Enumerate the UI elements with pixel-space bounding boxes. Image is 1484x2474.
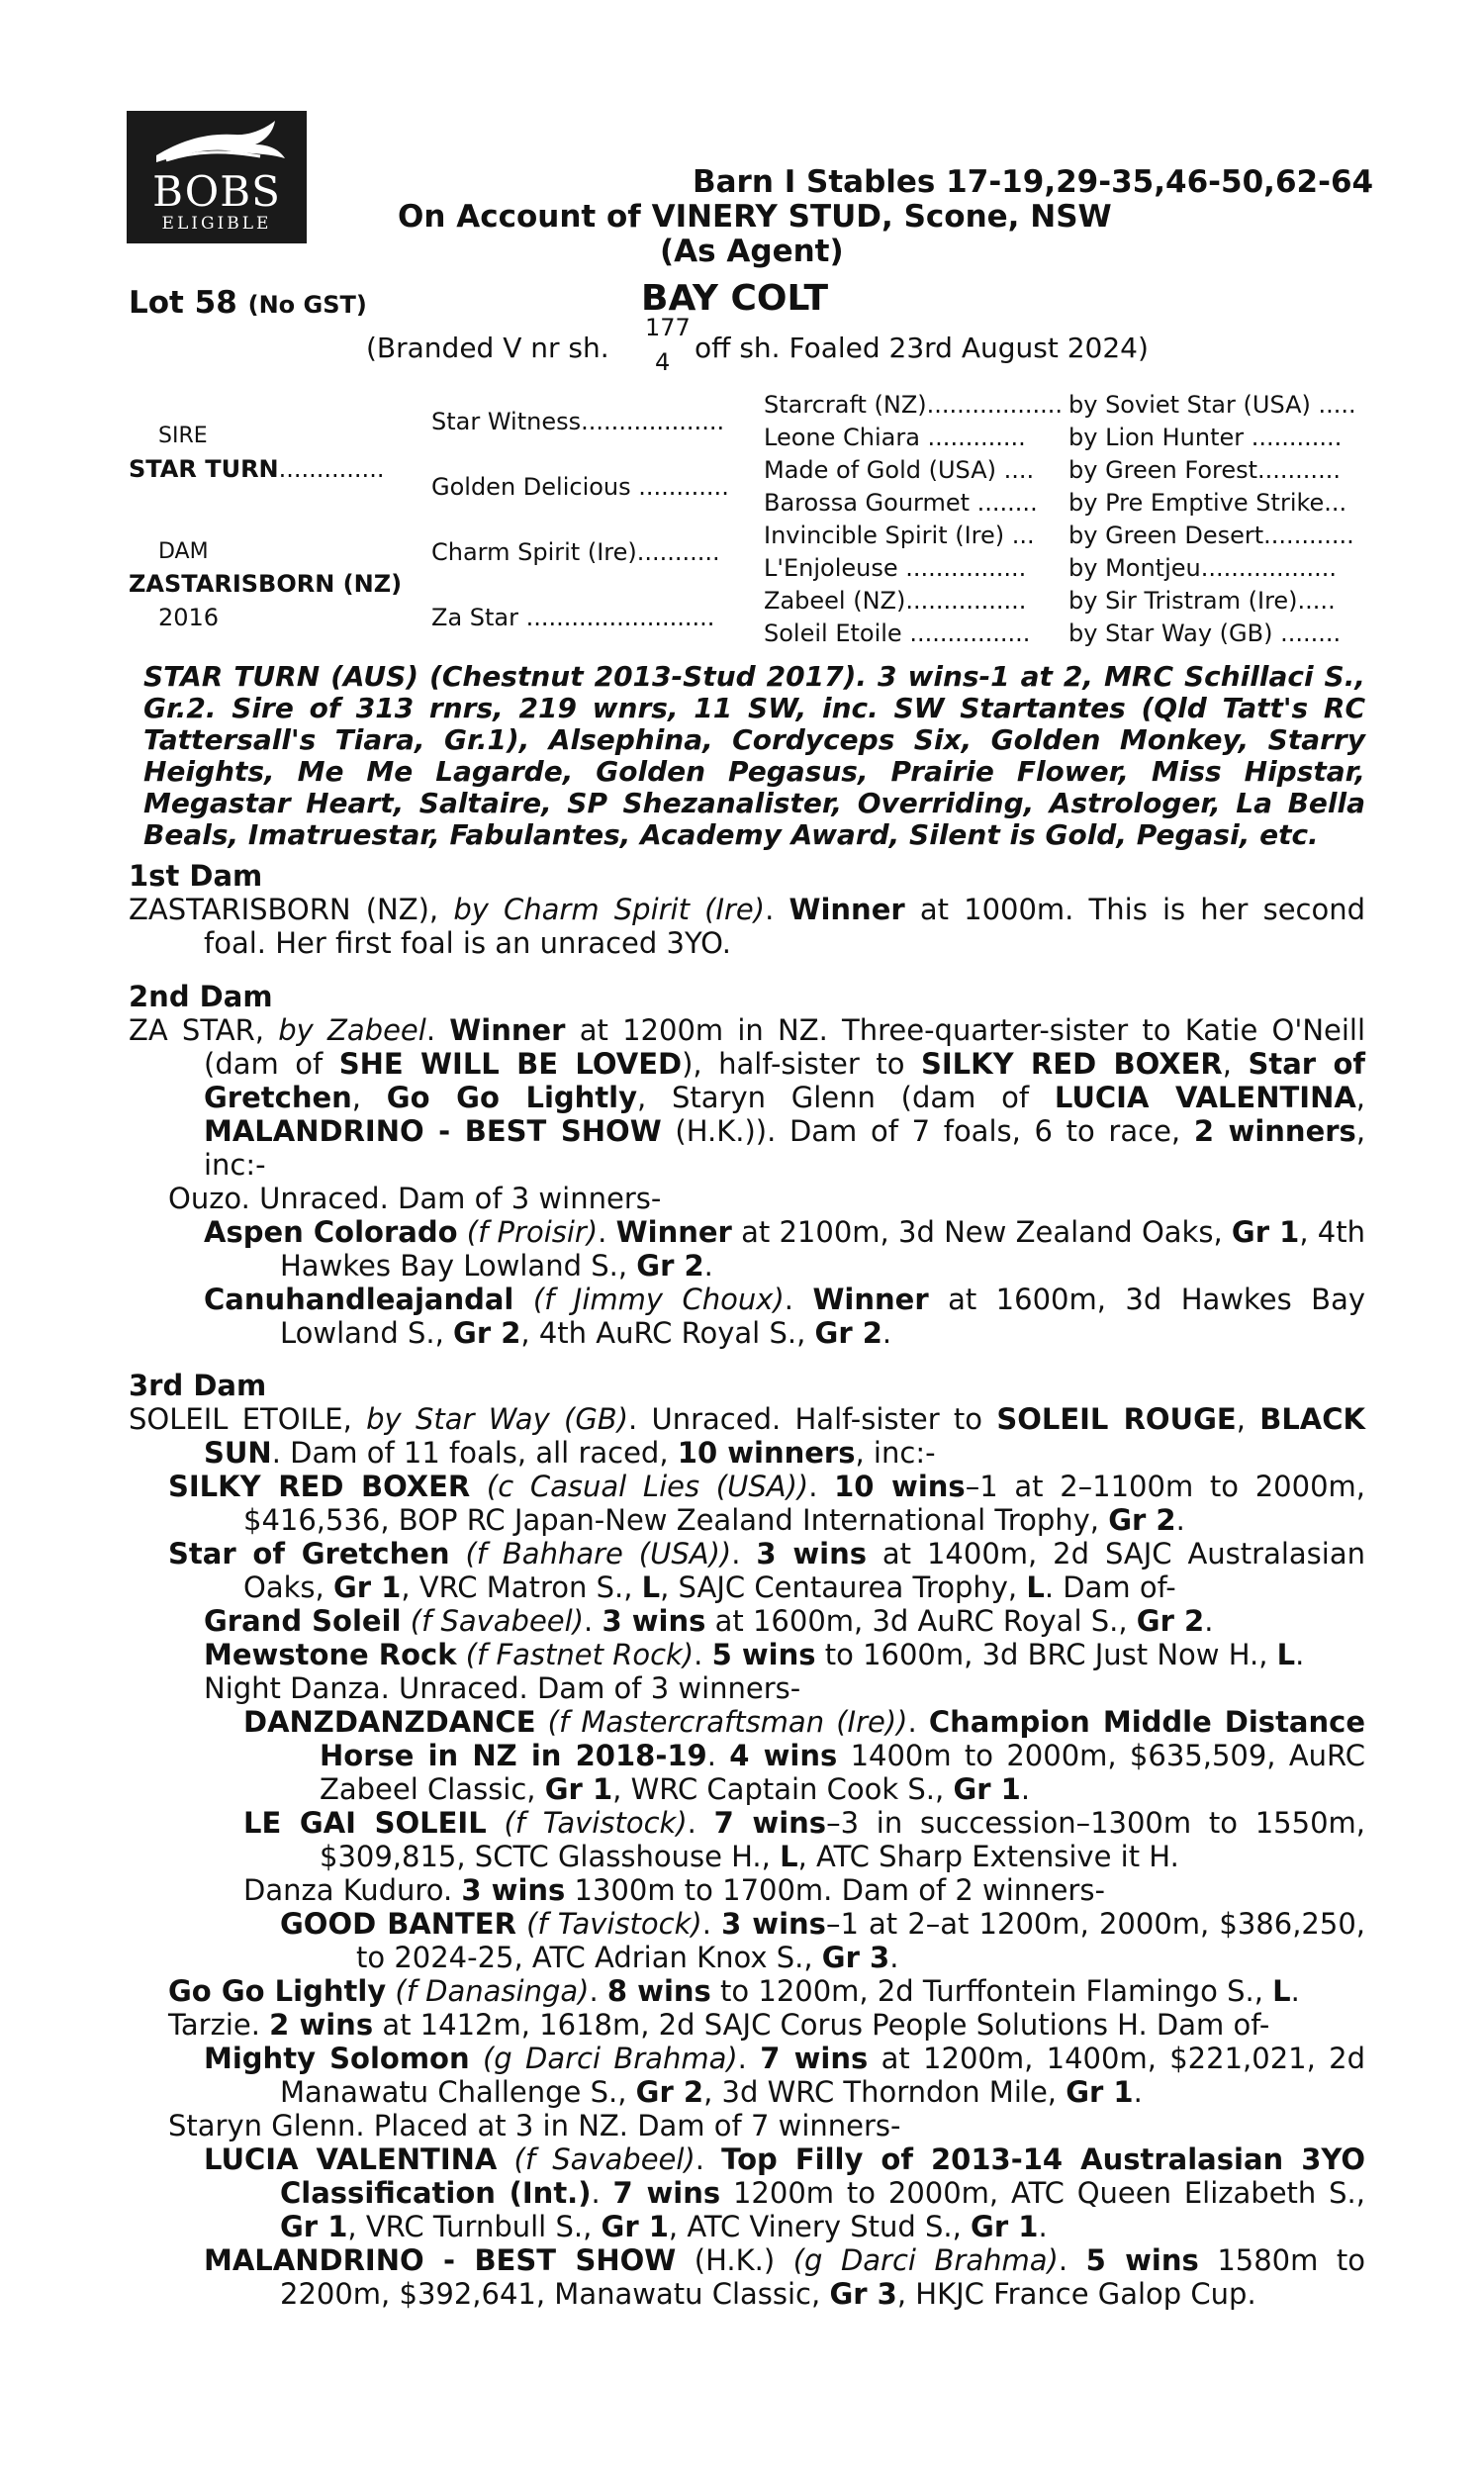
gst-label: (No GST) [247, 291, 367, 319]
ped-g3-5: by Montjeu.................. [1068, 554, 1338, 582]
first-dam-section [129, 859, 1365, 960]
ped-g1-2: Charm Spirit (Ire)........... [431, 538, 720, 566]
ped-g2-4: Invincible Spirit (Ire) ... [764, 522, 1035, 549]
lucia-valentina: LUCIA VALENTINA (f Savabeel). Top Filly of 2013-14 Australasian 3YO Classification (Int.). 7 wins 1200m to 2000m, ATC Queen Elizabeth S., Gr 1, VRC Turnbull S., Gr 1, ATC Vinery Stud S., Gr 1. [204, 2142, 1366, 2243]
night-danza: Night Danza. Unraced. Dam of 3 winners- [204, 1671, 801, 1705]
ped-g3-3: by Pre Emptive Strike... [1068, 489, 1347, 517]
aspen-colorado: Aspen Colorado (f Proisir). Winner at 2100m, 3d New Zealand Oaks, Gr 1, 4th Hawkes Bay Lowland S., Gr 2. [204, 1215, 1366, 1283]
mewstone-rock: Mewstone Rock (f Fastnet Rock). 5 wins to 1600m, 3d BRC Just Now H., L. [204, 1638, 1305, 1671]
brand-denominator: 4 [655, 348, 671, 376]
dam-name: ZASTARISBORN (NZ) [129, 570, 403, 598]
star-of-gretchen: Star of Gretchen (f Bahhare (USA)). 3 wins at 1400m, 2d SAJC Australasian Oaks, Gr 1, VRC Matron S., L, SAJC Centaurea Trophy, L. Dam of- [168, 1537, 1365, 1604]
lot-number [129, 285, 367, 323]
ped-g1-0: Star Witness................... [431, 408, 725, 435]
staryn-glenn: Staryn Glenn. Placed at 3 in NZ. Dam of 7 winners- [168, 2109, 901, 2142]
sire-label: SIRE [158, 424, 208, 448]
ped-g2-1: Leone Chiara ............. [764, 424, 1026, 451]
ped-g3-7: by Star Way (GB) ........ [1068, 619, 1342, 647]
lot-label: Lot 58 [129, 285, 237, 321]
ped-g2-5: L'Enjoleuse ................ [764, 554, 1027, 582]
second-dam-section [129, 980, 1365, 1350]
ped-g2-3: Barossa Gourmet ........ [764, 489, 1038, 517]
third-dam-text: SOLEIL ETOILE, by Star Way (GB). Unraced. Half-sister to SOLEIL ROUGE, BLACK SUN. Dam of 11 foals, all raced, 10 winners, inc:- [129, 1402, 1366, 1470]
first-dam-text: ZASTARISBORN (NZ), by Charm Spirit (Ire). Winner at 1000m. This is her second foal. Her first foal is an unraced 3YO. [129, 893, 1366, 960]
dam-year: 2016 [158, 604, 220, 631]
grand-soleil: Grand Soleil (f Savabeel). 3 wins at 1600m, 3d AuRC Royal S., Gr 2. [204, 1604, 1214, 1638]
lot-title: BAY COLT [641, 278, 829, 319]
dam-label: DAM [158, 539, 209, 564]
ped-g3-0: by Soviet Star (USA) ..... [1068, 391, 1356, 419]
third-dam-heading: 3rd Dam [129, 1369, 267, 1402]
tarzie: Tarzie. 2 wins at 1412m, 1618m, 2d SAJC Corus People Solutions H. Dam of- [168, 2008, 1270, 2042]
mighty-solomon: Mighty Solomon (g Darci Brahma). 7 wins at 1200m, 1400m, $221,021, 2d Manawatu Challenge S., Gr 2, 3d WRC Thorndon Mile, Gr 1. [204, 2042, 1366, 2109]
sire-name-text: STAR TURN [129, 455, 279, 483]
ped-g3-4: by Green Desert............ [1068, 522, 1354, 549]
ouzo-line: Ouzo. Unraced. Dam of 3 winners- [168, 1182, 662, 1215]
third-dam-section [129, 1369, 1365, 2311]
brand-numerator: 177 [645, 314, 691, 341]
ped-g3-1: by Lion Hunter ............ [1068, 424, 1343, 451]
good-banter: GOOD BANTER (f Tavistock). 3 wins–1 at 2–at 1200m, 2000m, $386,250, to 2024-25, ATC Adrian Knox S., Gr 3. [280, 1907, 1365, 1974]
ped-g2-7: Soleil Etoile ................ [764, 619, 1031, 647]
sire-name: STAR TURN.............. [129, 455, 385, 483]
first-dam-heading: 1st Dam [129, 859, 263, 893]
as-agent: (As Agent) [660, 234, 844, 269]
danza-kuduro: Danza Kuduro. 3 wins 1300m to 1700m. Dam of 2 winners- [243, 1873, 1105, 1907]
ped-g1-3: Za Star ......................... [431, 604, 715, 631]
barn-stables: Barn I Stables 17-19,29-35,46-50,62-64 [693, 164, 1374, 200]
canuhandleajandal: Canuhandleajandal (f Jimmy Choux). Winner at 1600m, 3d Hawkes Bay Lowland S., Gr 2, 4th AuRC Royal S., Gr 2. [204, 1283, 1366, 1350]
go-go-lightly: Go Go Lightly (f Danasinga). 8 wins to 1200m, 2d Turffontein Flamingo S., L. [168, 1974, 1300, 2008]
branded-info-pre: (Branded V nr sh. [366, 332, 609, 364]
account-line: On Account of VINERY STUD, Scone, NSW [398, 199, 1112, 235]
danzdanzdance: DANZDANZDANCE (f Mastercraftsman (Ire)). Champion Middle Distance Horse in NZ in 2018-19. 4 wins 1400m to 2000m, $635,509, AuRC Zabeel Classic, Gr 1, WRC Captain Cook S., Gr 1. [243, 1705, 1365, 1806]
le-gai-soleil: LE GAI SOLEIL (f Tavistock). 7 wins–3 in succession–1300m to 1550m, $309,815, SCTC Glasshouse H., L, ATC Sharp Extensive it H. [243, 1806, 1366, 1873]
ped-g3-6: by Sir Tristram (Ire)..... [1068, 587, 1336, 615]
ped-g2-2: Made of Gold (USA) .... [764, 456, 1035, 484]
ped-g1-1: Golden Delicious ............ [431, 473, 729, 501]
sire-note: STAR TURN (AUS) (Chestnut 2013-Stud 2017). 3 wins-1 at 2, MRC Schillaci S., Gr.2. Sire of 313 rnrs, 219 wnrs, 11 SW, inc. SW Startantes (Qld Tatt's RC Tattersall's Tiara, Gr.1), Alsephina, Cordyceps Six, Golden Monkey, Starry Heights, Me Me Lagarde, Golden Pegasus, Prairie Flower, Miss Hipstar, Megastar Heart, Saltaire, SP Shezanalister, Overriding, Astrologer, La Bella Beals, Imatruestar, Fabulantes, Academy Award, Silent is Gold, Pegasi, etc. [143, 660, 1365, 851]
branded-info-post: off sh. Foaled 23rd August 2024) [695, 332, 1149, 364]
silky-red-boxer: SILKY RED BOXER (c Casual Lies (USA)). 10 wins–1 at 2–1100m to 2000m, $416,536, BOP RC Japan-New Zealand International Trophy, Gr 2. [168, 1470, 1365, 1537]
malandrino-best-show: MALANDRINO - BEST SHOW (H.K.) (g Darci Brahma). 5 wins 1580m to 2200m, $392,641, Manawatu Classic, Gr 3, HKJC France Galop Cup. [204, 2243, 1366, 2311]
ped-g2-6: Zabeel (NZ)................ [764, 587, 1027, 615]
logo-eligible-text: ELIGIBLE [161, 214, 272, 234]
second-dam-text: ZA STAR, by Zabeel. Winner at 1200m in NZ. Three-quarter-sister to Katie O'Neill (dam of SHE WILL BE LOVED), half-sister to SILKY RED BOXER, Star of Gretchen, Go Go Lightly, Staryn Glenn (dam of LUCIA VALENTINA, MALANDRINO - BEST SHOW (H.K.)). Dam of 7 foals, 6 to race, 2 winners, inc:- [129, 1013, 1366, 1182]
bobs-eligible-logo [127, 111, 307, 243]
ped-g3-2: by Green Forest........... [1068, 456, 1341, 484]
second-dam-heading: 2nd Dam [129, 980, 273, 1013]
logo-bobs-text: BOBS [152, 167, 281, 216]
ped-g2-0: Starcraft (NZ).................. [764, 391, 1063, 419]
